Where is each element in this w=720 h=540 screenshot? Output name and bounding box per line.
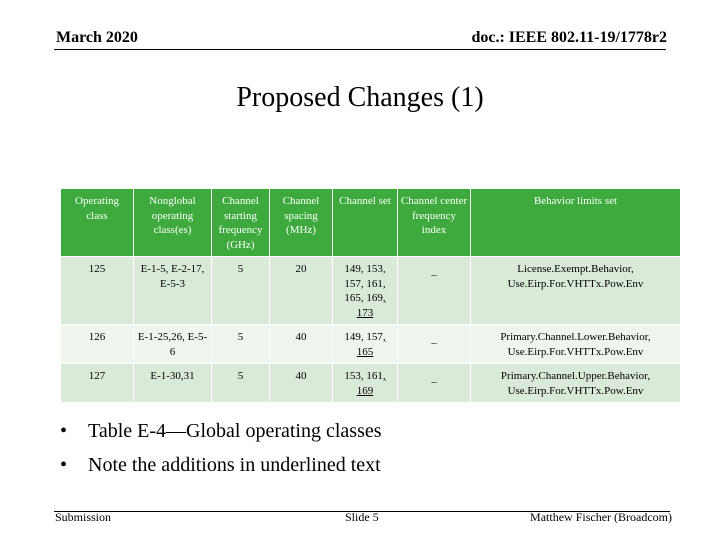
cell-channel-set xyxy=(333,257,398,325)
channel-set-added: 169 xyxy=(356,384,374,397)
footer-slide-number: Slide 5 xyxy=(345,510,379,524)
col-header-nonglobal: Nonglobal operating class(es) xyxy=(134,189,212,257)
col-header-spacing: Channel spacing (MHz) xyxy=(270,189,333,257)
header-doc-id: doc.: IEEE 802.11-19/1778r2 xyxy=(471,29,667,46)
footer-submission: Submission xyxy=(55,510,112,524)
table-header-row xyxy=(61,189,681,257)
table-row xyxy=(61,364,681,403)
bullet-glyph: • xyxy=(60,420,68,442)
cell-center-index: – xyxy=(398,257,471,325)
operating-classes-table xyxy=(60,188,681,403)
header-rule xyxy=(54,49,666,50)
col-header-channel-set: Channel set xyxy=(333,189,398,257)
channel-set-added: 165 xyxy=(356,345,374,358)
cell-start-frequency: 5 xyxy=(212,364,270,403)
channel-set-existing: 149, 153, 157, 161, 165, 169 xyxy=(344,263,386,304)
cell-center-index: – xyxy=(398,364,471,403)
cell-start-frequency: 5 xyxy=(212,325,270,364)
col-header-center-index: Channel center frequency index xyxy=(398,189,471,257)
channel-set-existing: 153, 161 xyxy=(344,370,383,382)
cell-operating-class: 126 xyxy=(61,325,134,364)
bullet-item xyxy=(60,448,382,482)
cell-spacing: 40 xyxy=(270,325,333,364)
channel-set-separator: , xyxy=(382,292,386,304)
cell-nonglobal: E-1-5, E-2-17, E-5-3 xyxy=(134,257,212,325)
col-header-operating-class: Operating class xyxy=(61,189,134,257)
slide-title: Proposed Changes (1) xyxy=(236,82,484,113)
header-date: March 2020 xyxy=(56,29,138,46)
cell-center-index: – xyxy=(398,325,471,364)
cell-channel-set xyxy=(333,364,398,403)
col-header-behavior: Behavior limits set xyxy=(471,189,681,257)
cell-spacing: 40 xyxy=(270,364,333,403)
bullet-glyph: • xyxy=(60,454,68,476)
cell-operating-class: 127 xyxy=(61,364,134,403)
cell-start-frequency: 5 xyxy=(212,257,270,325)
cell-spacing: 20 xyxy=(270,257,333,325)
channel-set-existing: 149, 157 xyxy=(344,331,383,343)
bullet-text: Table E-4—Global operating classes xyxy=(88,420,382,442)
channel-set-separator: , xyxy=(382,331,386,343)
table-row xyxy=(61,257,681,325)
bullet-list xyxy=(60,414,382,482)
cell-nonglobal: E-1-25,26, E-5-6 xyxy=(134,325,212,364)
table-row xyxy=(61,325,681,364)
cell-channel-set xyxy=(333,325,398,364)
cell-operating-class: 125 xyxy=(61,257,134,325)
footer-author: Matthew Fischer (Broadcom) xyxy=(530,510,672,524)
bullet-text: Note the additions in underlined text xyxy=(88,454,381,476)
cell-behavior: License.Exempt.Behavior, Use.Eirp.For.VHTTx.Pow.Env xyxy=(471,257,681,325)
bullet-item xyxy=(60,414,382,448)
col-header-start-frequency: Channel starting frequency (GHz) xyxy=(212,189,270,257)
channel-set-separator: , xyxy=(382,370,386,382)
channel-set-added: 173 xyxy=(356,306,374,319)
cell-behavior: Primary.Channel.Lower.Behavior, Use.Eirp.For.VHTTx.Pow.Env xyxy=(471,325,681,364)
cell-behavior: Primary.Channel.Upper.Behavior, Use.Eirp.For.VHTTx.Pow.Env xyxy=(471,364,681,403)
cell-nonglobal: E-1-30,31 xyxy=(134,364,212,403)
